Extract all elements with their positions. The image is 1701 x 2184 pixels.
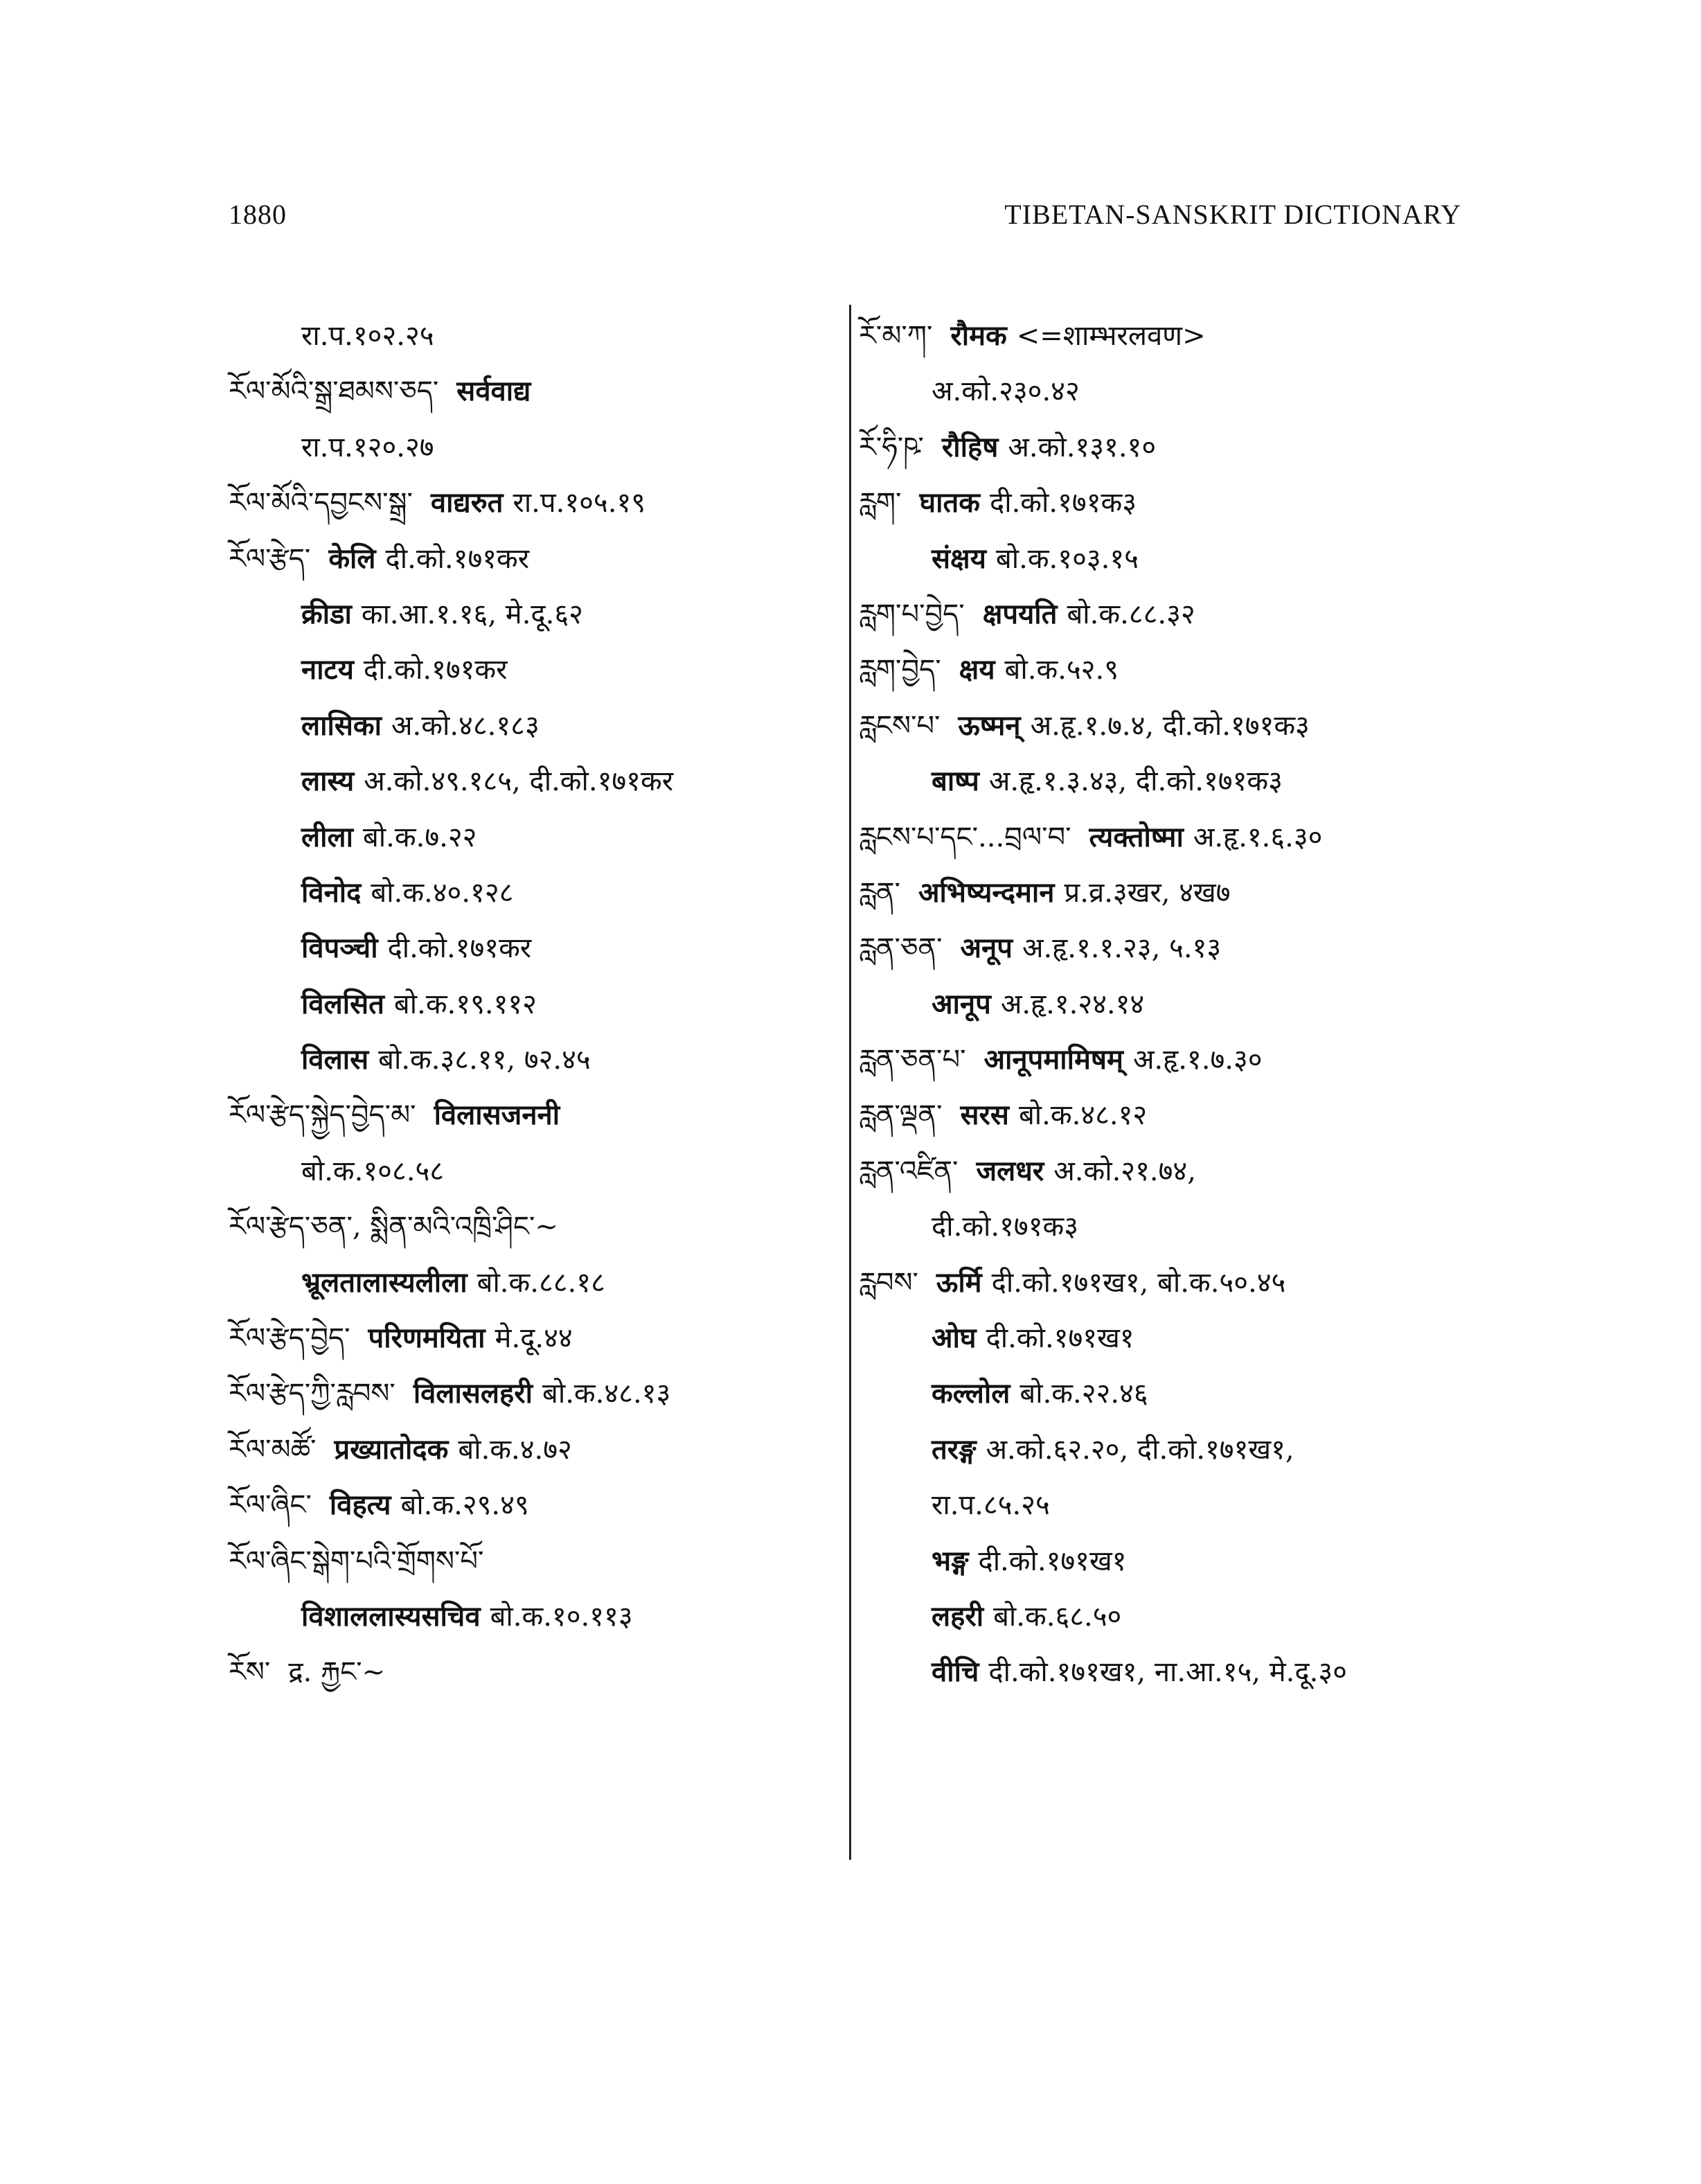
reference: दी.को.१७१क३ xyxy=(932,1211,1079,1243)
sanskrit-headword: क्षपयति xyxy=(982,597,1058,630)
dictionary-line xyxy=(859,1477,1482,1533)
reference: मे.दू.४४ xyxy=(495,1322,573,1355)
sanskrit-headword: ओघ xyxy=(932,1322,977,1355)
dictionary-line xyxy=(859,308,1482,364)
dictionary-line xyxy=(229,1255,852,1311)
sanskrit-headword: क्षय xyxy=(959,653,995,686)
reference: रा.प.१२०.२७ xyxy=(301,431,434,463)
reference: रा.प.१०२.२५ xyxy=(301,320,434,352)
sanskrit-headword: वीचि xyxy=(932,1655,979,1689)
dictionary-line xyxy=(859,1199,1482,1254)
reference: अ.को.४९.१८५, दी.को.१७१कर xyxy=(364,765,674,798)
dictionary-line xyxy=(229,754,852,809)
sanskrit-headword: वाद्यरुत xyxy=(430,486,504,520)
dictionary-line xyxy=(859,1032,1482,1087)
sanskrit-headword: विनोद xyxy=(301,876,362,909)
tibetan-term: རླན་འཛིན་ xyxy=(859,1155,959,1187)
reference: बो.क.८८.१८ xyxy=(477,1266,605,1299)
sanskrit-headword: तरङ्ग xyxy=(932,1432,977,1466)
dictionary-line xyxy=(859,1534,1482,1589)
tibetan-term: རོ་མ་ཀ་ xyxy=(859,320,933,352)
right-column xyxy=(859,308,1482,1701)
reference: दी.को.१७१ख१ xyxy=(978,1545,1127,1577)
dictionary-line xyxy=(229,531,852,587)
reference: का.आ.१.१६, मे.दू.६२ xyxy=(361,598,583,630)
sanskrit-headword: नाटय xyxy=(301,653,354,686)
reference: दी.को.१७१कर xyxy=(363,654,508,686)
dictionary-line xyxy=(229,1144,852,1199)
sanskrit-headword: ऊर्मि xyxy=(936,1266,982,1299)
reference: <=शाम्भरलवण> xyxy=(1016,320,1206,352)
sanskrit-headword: लास्य xyxy=(301,765,355,798)
sanskrit-headword: लीला xyxy=(301,820,353,853)
reference: रा.प.१०५.१९ xyxy=(513,487,646,520)
reference: बो.क.४.७२ xyxy=(458,1433,572,1466)
dictionary-line xyxy=(859,1589,1482,1644)
dictionary-line xyxy=(229,364,852,419)
dictionary-line xyxy=(859,587,1482,642)
reference: बो.क.६८.५० xyxy=(993,1600,1122,1633)
reference: प्र.व्र.३खर, ४ख७ xyxy=(1064,876,1231,909)
dictionary-line xyxy=(859,1144,1482,1199)
tibetan-term: རླན་ཅན་ xyxy=(859,932,943,965)
reference: बो.क.२९.४९ xyxy=(400,1489,529,1522)
sanskrit-headword: संक्षय xyxy=(932,542,986,575)
sanskrit-headword: विलसित xyxy=(301,987,384,1020)
sanskrit-headword: परिणमयिता xyxy=(368,1322,486,1355)
reference: अ.को.२१.७४, xyxy=(1053,1155,1196,1187)
dictionary-line xyxy=(229,865,852,921)
dictionary-line xyxy=(229,1087,852,1143)
tibetan-term: རླན་ xyxy=(859,876,900,909)
tibetan-term: རླངས་པ་ xyxy=(859,709,941,742)
dictionary-line xyxy=(229,977,852,1032)
dictionary-line xyxy=(859,1644,1482,1700)
dictionary-line xyxy=(859,977,1482,1032)
dictionary-line xyxy=(229,1644,852,1700)
dictionary-line xyxy=(859,531,1482,587)
sanskrit-headword: सरस xyxy=(960,1099,1009,1132)
running-title: TIBETAN-SANSKRIT DICTIONARY xyxy=(1004,199,1461,230)
dictionary-line xyxy=(229,587,852,642)
reference: दी.को.१७१कर xyxy=(387,932,532,965)
tibetan-term: རླན་ལྡན་ xyxy=(859,1099,943,1132)
reference: दी.को.१७१कर xyxy=(385,542,530,575)
sanskrit-headword: विहत्य xyxy=(329,1489,391,1522)
sanskrit-headword: विलास xyxy=(301,1043,369,1076)
reference: अ.हृ.१.३.४३, दी.को.१७१क३ xyxy=(988,765,1283,798)
dictionary-line xyxy=(859,810,1482,865)
sanskrit-headword: बाष्प xyxy=(932,765,979,798)
sanskrit-headword: केलि xyxy=(328,542,376,575)
dictionary-line xyxy=(859,1366,1482,1421)
reference: बो.क.४०.१२८ xyxy=(371,876,514,909)
dictionary-line xyxy=(229,921,852,976)
column-divider xyxy=(849,305,851,1860)
dictionary-line xyxy=(229,1422,852,1477)
dictionary-line xyxy=(859,1422,1482,1477)
sanskrit-headword: अनूप xyxy=(960,932,1013,965)
reference: बो.क.१०८.५८ xyxy=(301,1155,445,1187)
reference: बो.क.१०.११३ xyxy=(490,1600,633,1633)
reference: दी.को.१७१क३ xyxy=(989,487,1137,520)
sanskrit-headword: लहरी xyxy=(932,1599,984,1633)
tibetan-term: རླག་བྱེད་ xyxy=(859,654,941,686)
tibetan-term: རོལ་མོའི་སྒྲ་ཐམས་ཅད་ xyxy=(229,375,439,408)
dictionary-line xyxy=(859,364,1482,419)
reference: अ.को.२३०.४२ xyxy=(932,375,1080,408)
reference: अ.हृ.१.७.३० xyxy=(1132,1044,1263,1076)
dictionary-line xyxy=(229,1589,852,1644)
tibetan-term: རླབས་ xyxy=(859,1266,918,1299)
dictionary-line xyxy=(229,308,852,364)
sanskrit-headword: विशाललास्यसचिव xyxy=(301,1599,481,1633)
sanskrit-headword: अभिष्यन्दमान xyxy=(918,876,1055,909)
sanskrit-headword: विपञ्ची xyxy=(301,932,378,965)
reference: बो.क.८८.३२ xyxy=(1067,598,1195,630)
tibetan-term: རོལ་རྩེད་ཀྱི་རླབས་ xyxy=(229,1378,395,1410)
sanskrit-headword: लासिका xyxy=(301,709,382,742)
sanskrit-headword: प्रख्यातोदक xyxy=(334,1432,449,1466)
reference: द्र. རྐྱང་~ xyxy=(288,1656,386,1689)
reference: बो.क.३८.११, ७२.४५ xyxy=(378,1044,591,1076)
reference: बो.क.४८.१३ xyxy=(542,1378,671,1410)
dictionary-line xyxy=(229,698,852,754)
dictionary-line xyxy=(229,810,852,865)
dictionary-line xyxy=(229,642,852,698)
tibetan-term: རླག་ xyxy=(859,487,902,520)
dictionary-line xyxy=(229,1366,852,1421)
sanskrit-headword: जलधर xyxy=(976,1154,1044,1187)
reference: बो.क.१९.११२ xyxy=(393,988,537,1020)
tibetan-term: རླག་པ་བྱེད་ xyxy=(859,598,965,630)
reference: रा.प.८५.२५ xyxy=(932,1489,1050,1522)
tibetan-term: རོལ་མཚོ་ xyxy=(229,1433,317,1466)
page-number: 1880 xyxy=(229,199,287,230)
dictionary-line xyxy=(859,698,1482,754)
reference: बो.क.२२.४६ xyxy=(1019,1378,1148,1410)
dictionary-line xyxy=(229,1032,852,1087)
tibetan-term: རོལ་ཞིང་ xyxy=(229,1489,312,1522)
dictionary-line xyxy=(859,1311,1482,1366)
sanskrit-headword: सर्ववाद्य xyxy=(456,375,531,408)
sanskrit-headword: विलासजननी xyxy=(434,1099,560,1132)
reference: दी.को.१७१ख१, बो.क.५०.४५ xyxy=(991,1266,1286,1299)
sanskrit-headword: विलासलहरी xyxy=(413,1377,533,1410)
tibetan-term: རོས་ xyxy=(229,1656,271,1689)
tibetan-term: རླངས་པ་དང་...བྲལ་བ་ xyxy=(859,821,1071,853)
dictionary-line xyxy=(859,865,1482,921)
sanskrit-headword: क्रीडा xyxy=(301,597,352,630)
tibetan-term: རོལ་རྩེད་ཅན་, སྨིན་མའི་འཁྲི་ཤིང་~ xyxy=(229,1211,558,1243)
dictionary-line xyxy=(859,1087,1482,1143)
sanskrit-headword: भङ्ग xyxy=(932,1544,969,1577)
tibetan-term: རོལ་རྩེད་སྐྱེད་བྱེད་མ་ xyxy=(229,1099,416,1132)
reference: दी.को.१७१ख१ xyxy=(986,1322,1134,1355)
reference: अ.हृ.१.२४.१४ xyxy=(1000,988,1145,1020)
dictionary-line xyxy=(859,420,1482,475)
tibetan-term: རོལ་མོའི་དབྱངས་སྒྲ་ xyxy=(229,487,413,520)
reference: बो.क.४८.१२ xyxy=(1018,1099,1148,1132)
reference: बो.क.१०३.१५ xyxy=(995,542,1139,575)
dictionary-line xyxy=(229,475,852,531)
tibetan-term: རོ་ཧི་ཥ་ xyxy=(859,431,924,463)
reference: अ.को.४८.१८३ xyxy=(391,709,540,742)
sanskrit-headword: रौहिष xyxy=(941,430,999,463)
sanskrit-headword: कल्लोल xyxy=(932,1377,1010,1410)
sanskrit-headword: घातक xyxy=(919,486,980,520)
sanskrit-headword: आनूप xyxy=(932,987,991,1020)
tibetan-term: རོལ་རྩེད་བྱེད་ xyxy=(229,1322,350,1355)
reference: अ.हृ.१.७.४, दी.को.१७१क३ xyxy=(1030,709,1310,742)
dictionary-line xyxy=(229,1311,852,1366)
reference: अ.को.१३१.१० xyxy=(1008,431,1157,463)
dictionary-line xyxy=(859,921,1482,976)
reference: बो.क.५२.९ xyxy=(1004,654,1119,686)
tibetan-term: རླན་ཅན་པ་ xyxy=(859,1044,966,1076)
sanskrit-headword: ऊष्मन् xyxy=(958,709,1021,742)
dictionary-line xyxy=(229,1534,852,1589)
tibetan-term: རོལ་རྩེད་ xyxy=(229,542,311,575)
sanskrit-headword: त्यक्तोष्मा xyxy=(1089,820,1184,853)
sanskrit-headword: रौमक xyxy=(950,319,1007,352)
reference: बो.क.७.२२ xyxy=(362,821,477,853)
dictionary-line xyxy=(229,1199,852,1254)
tibetan-term: རོལ་ཞིང་སྒེག་པའི་གྲོགས་པོ་ xyxy=(229,1545,484,1577)
reference: दी.को.१७१ख१, ना.आ.१५, मे.दू.३० xyxy=(988,1656,1347,1689)
reference: अ.हृ.१.१.२३, ५.१३ xyxy=(1022,932,1222,965)
dictionary-line xyxy=(859,475,1482,531)
reference: अ.हृ.१.६.३० xyxy=(1193,821,1323,853)
reference: अ.को.६२.२०, दी.को.१७१ख१, xyxy=(986,1433,1294,1466)
dictionary-line xyxy=(229,420,852,475)
dictionary-line xyxy=(859,642,1482,698)
left-column xyxy=(229,308,852,1701)
sanskrit-headword: भ्रूलतालास्यलीला xyxy=(301,1266,467,1299)
dictionary-line xyxy=(229,1477,852,1533)
dictionary-line xyxy=(859,1255,1482,1311)
dictionary-line xyxy=(859,754,1482,809)
sanskrit-headword: आनूपमामिषम् xyxy=(983,1043,1123,1076)
